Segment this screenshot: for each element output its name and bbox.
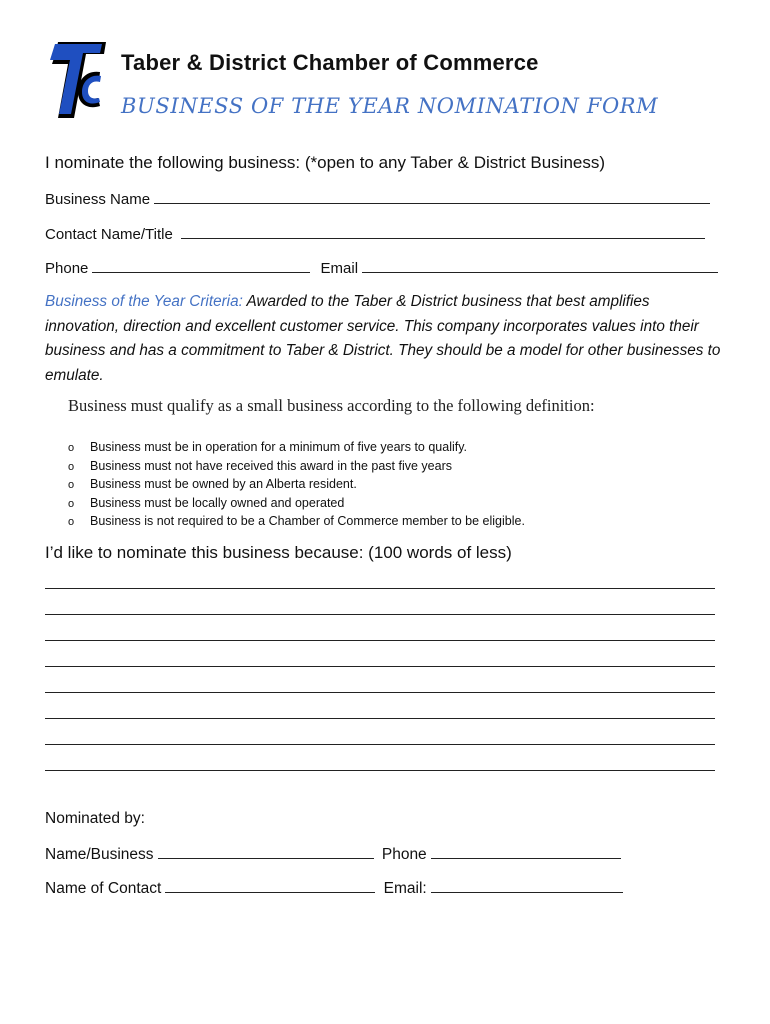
nominator-row (45, 844, 621, 864)
chamber-logo (44, 42, 106, 118)
list-item (68, 438, 525, 457)
list-item (68, 457, 525, 476)
requirement-text: Business must be owned by an Alberta resident. (90, 477, 357, 491)
requirement-text: Business must not have received this award in the past five years (90, 458, 452, 473)
requirements-list (68, 438, 525, 531)
nominator-email-label: Email: (383, 880, 427, 897)
requirement-text: Business must be locally owned and operated (90, 495, 345, 510)
requirement-text: Business must be in operation for a minimum of five years to qualify. (90, 440, 468, 454)
business-name-row (45, 189, 710, 208)
bullet-marker: o (68, 497, 75, 510)
nominator-contact-field[interactable] (165, 878, 375, 893)
intro-text: I nominate the following business: (*open to any Taber & District Business) (45, 153, 606, 172)
business-name-label: Business Name (45, 191, 151, 208)
bullet-marker: o (68, 479, 75, 491)
criteria-label: Business of the Year Criteria: (45, 293, 243, 310)
reason-line-7[interactable] (45, 744, 715, 745)
form-title: BUSINESS OF THE YEAR NOMINATION FORM (121, 94, 659, 118)
contact-name-row (45, 224, 705, 243)
bullet-marker: o (68, 442, 75, 454)
reason-line-1[interactable] (45, 588, 715, 589)
reason-line-6[interactable] (45, 718, 715, 719)
list-item (68, 475, 525, 494)
reason-line-4[interactable] (45, 666, 715, 667)
qualify-heading: Business must qualify as a small business according to the following definition: (68, 396, 595, 415)
reason-line-8[interactable] (45, 770, 715, 771)
reason-prompt: I’d like to nominate this business because: (100 words of less) (45, 543, 512, 562)
org-title: Taber & District Chamber of Commerce (121, 50, 539, 75)
reason-line-2[interactable] (45, 614, 715, 615)
nominator-contact-row (45, 878, 623, 898)
list-item (68, 512, 525, 531)
nominator-email-field[interactable] (431, 878, 623, 893)
email-label: Email (320, 260, 359, 277)
nominated-by-heading: Nominated by: (45, 810, 145, 827)
criteria-paragraph (45, 290, 725, 388)
reason-line-5[interactable] (45, 692, 715, 693)
contact-name-label: Contact Name/Title (45, 226, 173, 243)
phone-email-row (45, 258, 718, 277)
nominator-phone-label: Phone (381, 846, 427, 863)
phone-field[interactable] (92, 258, 310, 273)
nominator-name-field[interactable] (158, 844, 374, 859)
reason-line-3[interactable] (45, 640, 715, 641)
business-name-field[interactable] (154, 189, 710, 204)
bullet-marker: o (68, 460, 75, 473)
requirement-text: Business is not required to be a Chamber of Commerce member to be eligible. (90, 514, 525, 528)
nominator-phone-field[interactable] (431, 844, 621, 859)
list-item (68, 494, 525, 513)
email-field[interactable] (362, 258, 718, 273)
nominator-contact-label: Name of Contact (45, 880, 162, 897)
bullet-marker: o (68, 516, 75, 528)
contact-name-field[interactable] (181, 224, 705, 239)
phone-label: Phone (45, 260, 89, 277)
criteria-text: Awarded to the Taber & District business that best amplifies innovation, direction and excellent customer service. This company incorporates values into their business and has a commitment to Taber & District. They should be a model for other businesses to emulate. (45, 293, 721, 384)
nominator-name-label: Name/Business (45, 846, 154, 863)
